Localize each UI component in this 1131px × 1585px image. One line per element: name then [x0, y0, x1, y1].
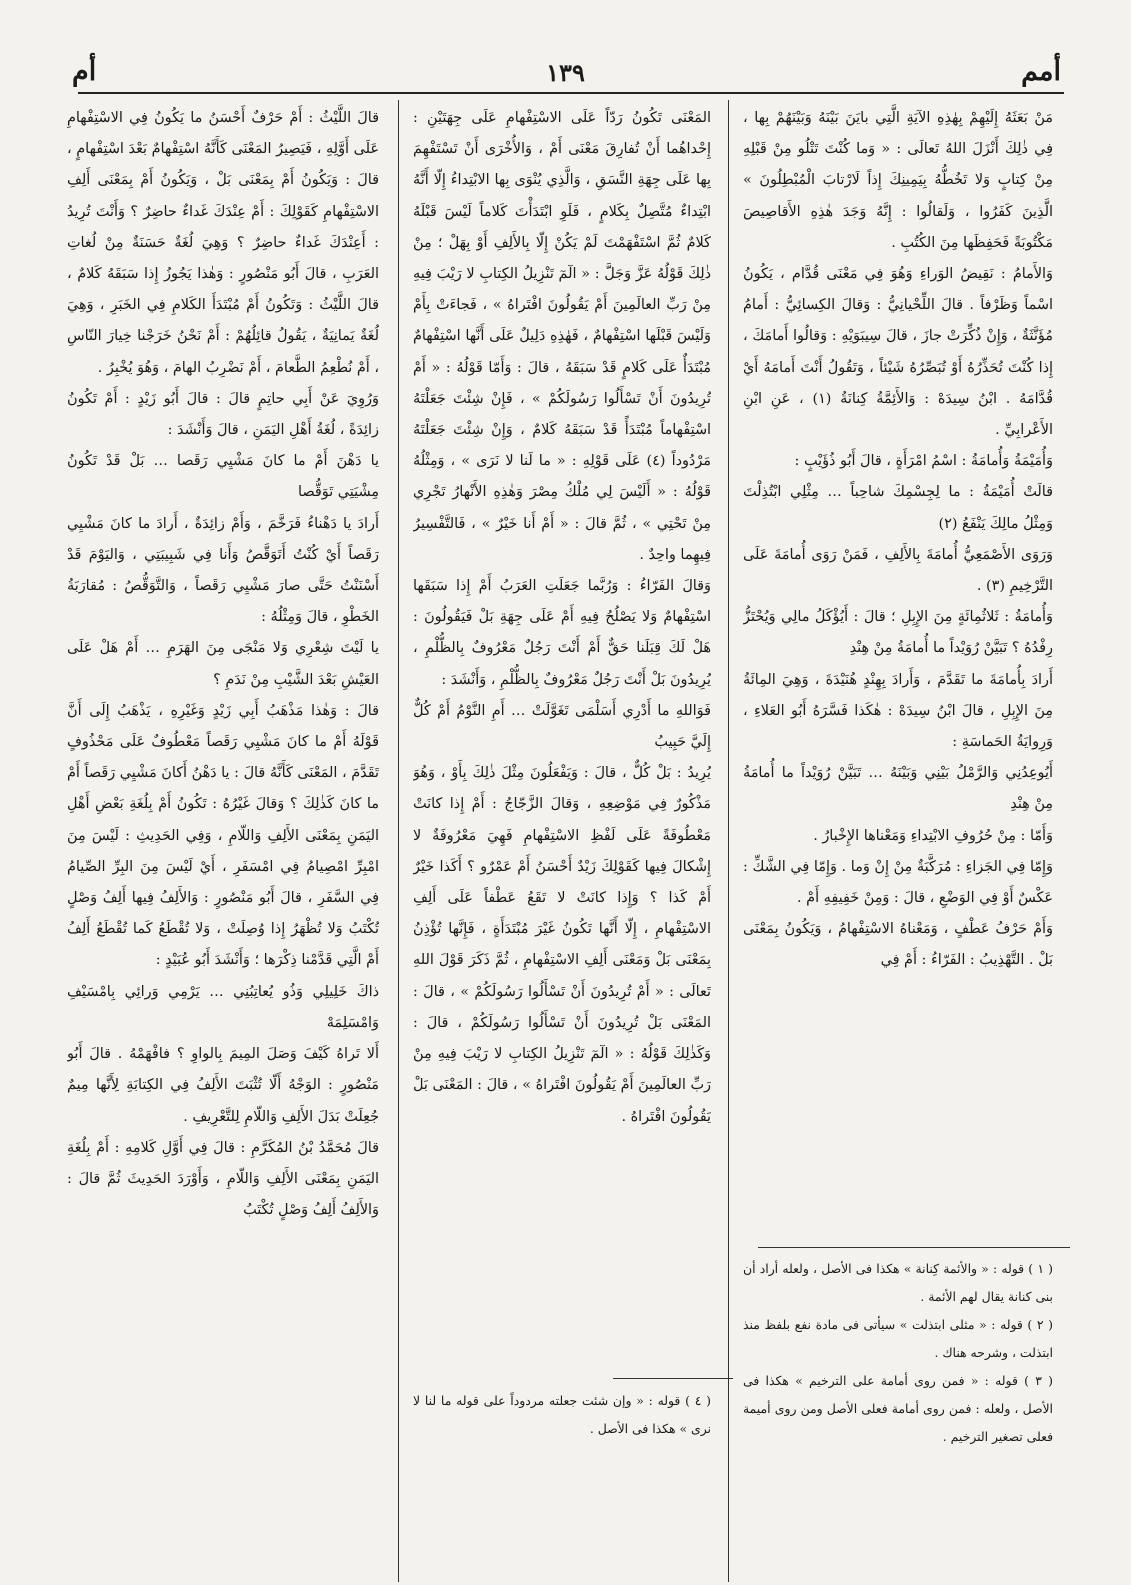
column-divider-2: [398, 100, 399, 1582]
footnotes-right: [743, 1255, 1053, 1451]
paragraph: وَرُوِيَ عَنْ أَبِي حاتِمٍ قالَ : قالَ أَبُو زَيْدٍ : أَمْ تَكُونُ زائِدَةً ، لُغَةُ أَهْلِ اليَمَنِ ، قالَ وَأَنْشَدَ :: [67, 390, 379, 439]
footnote-rule-right: [758, 1247, 1070, 1248]
page-header: [0, 0, 1131, 100]
verse: ذاكَ خَلِيلِي وَذُو يُعاتِبُنِي … يَرْمِي وَرائِي بِامْسَيْفِ وَامْسَلِمَهْ: [67, 983, 379, 1031]
paragraph: أَلا تَراهُ كَيْفَ وَصَلَ المِيمَ بِالواوِ ؟ فافْهَمْهُ . قالَ أَبُو مَنْصُورٍ : الوَجْهُ أَلّا تُثْبَتَ الأَلِفُ فِي الكِتابَةِ لِأَنَّها مِيمٌ جُعِلَتْ بَدَلَ الأَلِفِ وَاللّامِ لِلتَّعْرِيفِ .: [67, 1046, 379, 1125]
paragraph: قالَ مُحَمَّدُ بْنُ المُكَرَّمِ : قالَ فِي أَوَّلِ كَلامِهِ : أَمْ بِلُغَةِ اليَمَنِ بِمَعْنَى الأَلِفِ وَاللّامِ ، وَأَوْرَدَ الحَدِيثَ ثُمَّ قالَ : وَالأَلِفُ أَلِفُ وَصْلٍ تُكْتَبُ: [67, 1139, 379, 1219]
paragraph: وَرَوَى الأَصْمَعِيُّ أُمامَةَ بِالأَلِفِ ، فَمَنْ رَوَى أُمامَةَ عَلَى التَّرْخِيمِ (٣) .: [743, 546, 1053, 595]
verse: أَيُوعِدُنِي وَالرَّمْلُ بَيْنِي وَبَيْنَهُ … تَبَيَّنْ رُوَيْداً ما أُمامَةُ مِنْ هِنْدِ: [743, 765, 1053, 813]
column-divider-1: [728, 100, 729, 1582]
footnote-rule-middle: [613, 1378, 733, 1379]
paragraph: وَأَمّا : مِنْ حُرُوفِ الابْتِداءِ وَمَعْناها الإِخْبارُ .: [813, 827, 1053, 844]
column-left: [67, 103, 379, 1573]
column-right: [743, 103, 1053, 1235]
paragraph: مَنْ بَعَثَهُ إِلَيْهِمْ بِهٰذِهِ الآيَةِ الَّتِي بايَنَ بَيْنَهُ وَبَيْنَهُمْ بِها ، فِي ذٰلِكَ أَنْزَلَ اللهُ تَعالَى : « وَما كُنْتَ تَتْلُو مِنْ قَبْلِهِ مِنْ كِتابٍ وَلا تَخُطُّهُ بِيَمِينِكَ إِذاً لَارْتابَ الْمُبْطِلُونَ » الَّذِينَ كَفَرُوا ، وَلَقالُوا : إِنَّهُ وَجَدَ هٰذِهِ الأَقاصِيصَ مَكْتُوبَةً فَحَفِظَها مِنَ الكُتُبِ .: [743, 110, 1053, 251]
headword-right: أمم: [1021, 56, 1061, 87]
footnote: ( ٤ ) قوله : « وإن شئت جعلته مردوداً على قوله ما لنا لا نرى » هكذا فى الأصل .: [413, 1393, 711, 1436]
verse: يا دَهْنَ أَمْ ما كانَ مَشْيِي رَقَصا … بَلْ قَدْ تَكُونُ مِشْيَتِي تَوَقُّصا: [67, 453, 379, 501]
paragraph: يُرِيدُ : بَلْ كُلٌّ ، قالَ : وَيَفْعَلُونَ مِثْلَ ذٰلِكَ بِأَوْ ، وَهُوَ مَذْكُورٌ فِي مَوْضِعِهِ ، وَقالَ الزَّجّاجُ : أَمْ إِذا كانَتْ مَعْطُوفَةً عَلَى لَفْظِ الاسْتِفْهامِ فَهِيَ مَعْرُوفَةٌ لا إِشْكالَ فِيها كَقَوْلِكَ زَيْدٌ أَحْسَنُ أَمْ عَمْرٌو ؟ أَكَذا خَيْرٌ أَمْ كَذا ؟ وَإِذا كانَتْ لا تَقَعُ عَطْفاً عَلَى أَلِفِ الاسْتِفْهامِ ، إِلّا أَنَّها تَكُونُ غَيْرَ مُبْتَدَأَةٍ ، فَإِنَّها تُؤْذِنُ بِمَعْنَى بَلْ وَمَعْنَى أَلِفِ الاسْتِفْهامِ ، ثُمَّ ذَكَرَ قَوْلَ اللهِ تَعالَى : « أَمْ تُرِيدُونَ أَنْ تَسْأَلُوا رَسُولَكُمْ » ، قالَ : المَعْنَى بَلْ تُرِيدُونَ أَنْ تَسْأَلُوا رَسُولَكُمْ ، قالَ : وَكَذٰلِكَ قَوْلُهُ : « الٓمٓ تَنْزِيلُ الكِتابِ لا رَيْبَ فِيهِ مِنْ رَبِّ العالَمِينَ أَمْ يَقُولُونَ افْتَراهُ » ، قالَ : المَعْنَى بَلْ يَقُولُونَ افْتَراهُ .: [413, 765, 711, 1125]
paragraph: المَعْنَى تَكُونُ رَدّاً عَلَى الاسْتِفْهامِ عَلَى جِهَتَيْنِ : إِحْداهُما أَنْ تُفارِقَ مَعْنَى أَمْ ، وَالأُخْرَى أَنْ تَسْتَفْهِمَ بِها عَلَى جِهَةِ النَّسَقِ ، وَالَّذِي يُنْوَى بِها الابْتِداءُ إِلّا أَنَّهُ ابْتِداءٌ مُتَّصِلٌ بِكَلامٍ ، فَلَوِ ابْتَدَأْتَ كَلاماً لَيْسَ قَبْلَهُ كَلامٌ ثُمَّ اسْتَفْهَمْتَ لَمْ يَكُنْ إِلّا بِالأَلِفِ أَوْ بِهَلْ ؛ مِنْ ذٰلِكَ قَوْلُهُ عَزَّ وَجَلَّ : « الٓمٓ تَنْزِيلُ الكِتابِ لا رَيْبَ فِيهِ مِنْ رَبِّ العالَمِينَ أَمْ يَقُولُونَ افْتَراهُ » ، فَجاءَتْ بِأَمْ وَلَيْسَ قَبْلَها اسْتِفْهامٌ ، فَهٰذِهِ دَلِيلٌ عَلَى أَنَّها اسْتِفْهامٌ مُبْتَدَأٌ عَلَى كَلامٍ قَدْ سَبَقَهُ ، قالَ : وَأَمّا قَوْلُهُ : « أَمْ تُرِيدُونَ أَنْ تَسْأَلُوا رَسُولَكُمْ » ، فَإِنْ شِئْتَ جَعَلْتَهُ اسْتِفْهاماً مُبْتَدَأً قَدْ سَبَقَهُ كَلامٌ ، وَإِنْ شِئْتَ جَعَلْتَهُ مَرْدُوداً (٤) عَلَى قَوْلِهِ : « ما لَنا لا نَرَى » ، وَمِثْلُهُ قَوْلُهُ : « أَلَيْسَ لِي مُلْكُ مِصْرَ وَهٰذِهِ الأَنْهارُ تَجْرِي مِنْ تَحْتِي » ، ثُمَّ قالَ : « أَمْ أَنا خَيْرٌ » ، فَالتَّفْسِيرُ فِيهِما واحِدٌ .: [413, 110, 711, 563]
headword-left: أم: [72, 56, 97, 87]
paragraph: أَرادَ بِأُمامَةَ ما تَقَدَّمَ ، وَأَرادَ بِهِنْدٍ هُنَيْدَةَ ، وَهِيَ المِائَةُ مِنَ الإِبِلِ ، قالَ ابْنُ سِيدَهْ : هٰكَذا فَسَّرَهُ أَبُو العَلاءِ ، وَرِوايَةُ الحَماسَةِ :: [743, 671, 1053, 751]
verse: فَوَاللهِ ما أَدْرِي أَسَلْمَى تَغَوَّلَتْ … أَمِ النَّوْمُ أَمْ كُلٌّ إِلَيَّ حَبِيبُ: [413, 702, 711, 751]
paragraph: قالَ اللَّيْثُ : أَمْ حَرْفٌ أَحْسَنُ ما يَكُونُ فِي الاسْتِفْهامِ عَلَى أَوَّلِهِ ، فَيَصِيرُ المَعْنَى كَأَنَّهُ اسْتِفْهامٌ بَعْدَ اسْتِفْهامٍ ، قالَ : وَيَكُونُ أَمْ بِمَعْنَى بَلْ ، وَيَكُونُ أَمْ بِمَعْنَى أَلِفِ الاسْتِفْهامِ كَقَوْلِكَ : أَمْ عِنْدَكَ غَداءٌ حاضِرٌ ؟ وَأَنْتَ تُرِيدُ : أَعِنْدَكَ غَداءٌ حاضِرٌ ؟ وَهِيَ لُغَةٌ حَسَنَةٌ مِنْ لُغاتِ العَرَبِ ، قالَ أَبُو مَنْصُورٍ : وَهٰذا يَجُوزُ إِذا سَبَقَهُ كَلامٌ ، قالَ اللَّيْثُ : وَتَكُونُ أَمْ مُبْتَدَأَ الكَلامِ فِي الخَبَرِ ، وَهِيَ لُغَةٌ يَمانِيَةٌ ، يَقُولُ قائِلُهُمْ : أَمْ نَحْنُ خَرَجْنا خِيارَ النّاسِ ، أَمْ نُطْعِمُ الطَّعامَ ، أَمْ نَضْرِبُ الهامَ ، وَهُوَ يُخْبِرُ .: [67, 110, 379, 376]
column-middle: [413, 103, 711, 1371]
footnote: ( ٣ ) قوله : « فمن روى أمامة على الترخيم » هكذا فى الأصل ، ولعله : فمن روى أمامة فعلى الأصل ومن روى أميمة فعلى تصغير الترخيم .: [743, 1373, 1053, 1444]
footnote: ( ٢ ) قوله : « مثلى ابتذلت » سيأتى فى مادة نفع بلفظ منذ ابتذلت ، وشرحه هناك .: [743, 1317, 1053, 1360]
paragraph: أَرادَ يا دَهْناءُ فَرَخَّمَ ، وَأَمْ زائِدَةٌ ، أَرادَ ما كانَ مَشْيِي رَقَصاً أَيْ كُنْتُ أَتَوَقَّصُ وَأَنا فِي شَبِيبَتِي ، وَاليَوْمَ قَدْ أَسْنَنْتُ حَتَّى صارَ مَشْيِي رَقَصاً ، وَالتَّوَقُّصُ : مُقارَبَةُ الخَطْوِ ، قالَ وَمِثْلُهُ :: [67, 515, 379, 626]
paragraph: وَالأَمامُ : نَقِيضُ الوَراءِ وَهُوَ فِي مَعْنَى قُدَّام ، يَكُونُ اسْماً وَظَرْفاً . قالَ اللِّحْيانِيُّ : وَقالَ الكِسائِيُّ : أَمامُ مُؤَنَّثَةٌ ، وَإِنْ ذُكِّرَتْ جازَ ، قالَ سِيبَوَيْهِ : وَقالُوا أَمامَكَ ، إِذا كُنْتَ تُحَذِّرُهُ أَوْ تُبَصِّرُهُ شَيْئاً ، وَتَقُولُ أَنْتَ أَمامَهُ أَيْ قُدَّامَهُ . ابْنُ سِيدَهْ : وَالأَئِمَّةُ كِنانَةُ (١) ، عَنِ ابْنِ الأَعْرابِيِّ .: [743, 266, 1053, 439]
page-number: ١٣٩: [546, 58, 585, 87]
paragraph: وَقالَ الفَرّاءُ : وَرُبَّما جَعَلَتِ العَرَبُ أَمْ إِذا سَبَقَها اسْتِفْهامٌ وَلا يَصْلُحُ فِيهِ أَمْ عَلَى جِهَةِ بَلْ فَيَقُولُونَ : هَلْ لَكَ قِبَلَنا حَقٌّ أَمْ أَنْتَ رَجُلٌ مَعْرُوفٌ بِالظُّلْمِ ، يُرِيدُونَ بَلْ أَنْتَ رَجُلٌ مَعْرُوفٌ بِالظُّلْمِ ، وَأَنْشَدَ :: [413, 578, 711, 688]
header-rule: [78, 92, 1064, 94]
paragraph: وَإِمّا فِي الجَزاءِ : مُرَكَّبَةٌ مِنْ إِنْ وَما . وَإِمّا فِي الشَّكِّ : عَكْسٌ أَوْ فِي الوَضْعِ ، قالَ : وَمِنْ خَفِيفِهِ أَمْ .: [743, 858, 1053, 907]
footnote: ( ١ ) قوله : « والأئمة كِنانة » هكذا فى الأصل ، ولعله أراد أن بنى كنانة يقال لهم الأئمة .: [743, 1261, 1053, 1304]
paragraph: قالَ : وَهٰذا مَذْهَبُ أَبِي زَيْدٍ وَغَيْرِهِ ، يَذْهَبُ إِلَى أَنَّ قَوْلَهُ أَمْ ما كانَ مَشْيِي رَقَصاً مَعْطُوفٌ عَلَى مَحْذُوفٍ تَقَدَّمَ ، المَعْنَى كَأَنَّهُ قالَ : يا دَهْنُ أَكانَ مَشْيِي رَقَصاً أَمْ ما كانَ كَذٰلِكَ ؟ وَقالَ غَيْرُهُ : تَكُونُ أَمْ بِلُغَةِ بَعْضِ أَهْلِ اليَمَنِ بِمَعْنَى الأَلِفِ وَاللّامِ ، وَفِي الحَدِيثِ : لَيْسَ مِنَ امْبِرِّ امْصِيامُ فِي امْسَفَرِ ، أَيْ لَيْسَ مِنَ البِرِّ الصِّيامُ فِي السَّفَرِ ، قالَ أَبُو مَنْصُورٍ : وَالأَلِفُ فِيها أَلِفُ وَصْلٍ تُكْتَبُ وَلا تُظْهَرُ إِذا وُصِلَتْ ، وَلا تُقْطَعُ كَما تُقْطَعُ أَلِفُ أَمْ الَّتِي قَدَّمْنا ذِكْرَها ؛ وَأَنْشَدَ أَبُو عُبَيْدٍ :: [67, 702, 379, 969]
paragraph: وَأَمْ حَرْفُ عَطْفٍ ، وَمَعْناهُ الاسْتِفْهامُ ، وَيَكُونُ بِمَعْنَى بَلْ . التَّهْذِيبُ : الفَرّاءُ : أَمْ فِي: [743, 921, 1053, 969]
paragraph: وَأُمَيْمَةُ وَأُمامَةُ : اسْمُ امْرَأَةٍ ، قالَ أَبُو ذُؤَيْبٍ :: [794, 453, 1053, 470]
verse: قالَتْ أُمَيْمَةُ : ما لِجِسْمِكَ شاحِباً … مِثْلِي ابْتُذِلْتَ وَمِثْلُ مالِكَ يَنْفَعُ (٢): [743, 484, 1053, 532]
paragraph: وَأُمامَةُ : ثَلاثُمِائَةٍ مِنَ الإِبِلِ ؛ قالَ : أَيُؤْكَلُ مالِي وَيُحْتَزُّ رِفْدُهُ ؟ تَبَيَّنْ رُوَيْداً ما أُمامَةُ مِنْ هِنْدِ: [743, 609, 1053, 657]
footnotes-middle: [413, 1387, 711, 1443]
verse: يا لَيْتَ شِعْرِي وَلا مَنْجَى مِنَ الهَرَمِ … أَمْ هَلْ عَلَى العَيْشِ بَعْدَ الشَّيْبِ مِنْ نَدَمِ ؟: [67, 640, 379, 688]
